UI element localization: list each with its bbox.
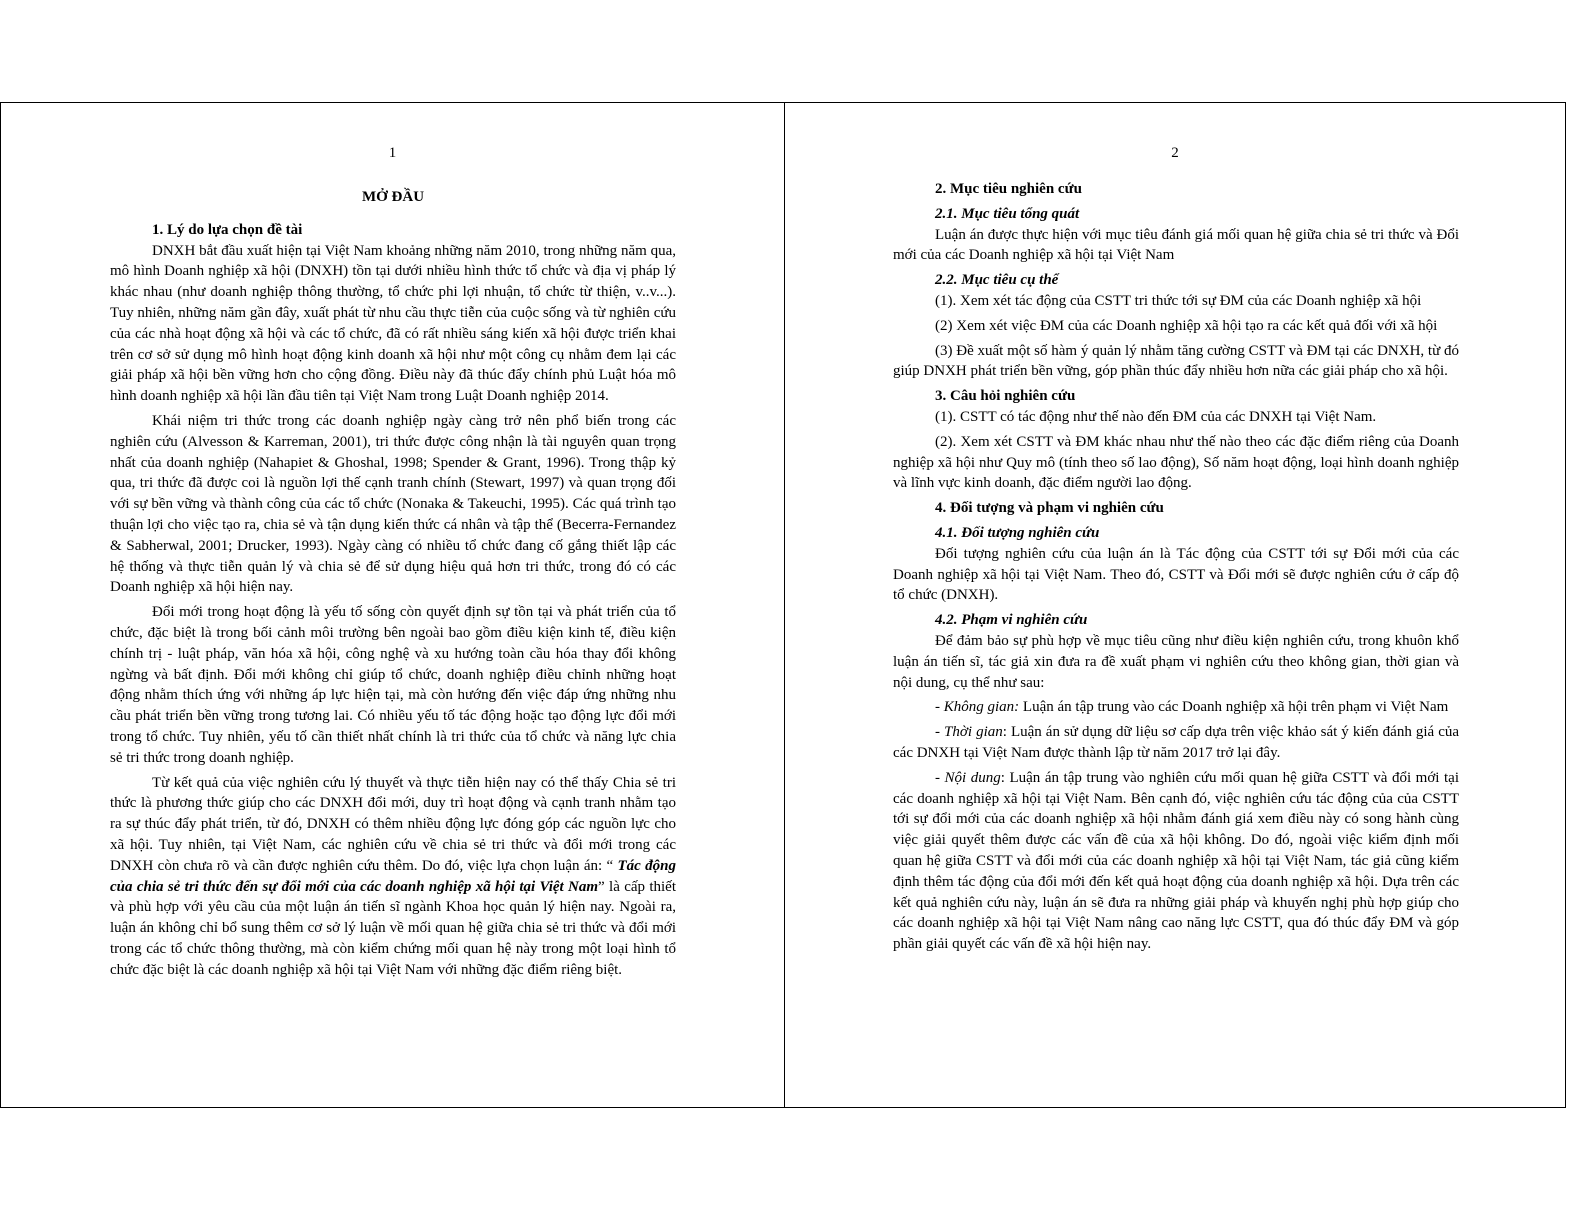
paragraph-4-start: Từ kết quả của việc nghiên cứu lý thuyết và thực tiễn hiện nay có thể thấy Chia sẻ tri thức là phương thức giúp cho các DNXH đổi mới, duy trì hoạt động và cạnh tranh nhằm tạo ra sự thúc đẩy phát triển, từ đó, DNXH có thêm nhiều động lực đóng góp các nguồn lực cho xã hội. Tuy nhiên, tại Việt Nam, các nghiên cứu về chia sẻ tri thức và đổi mới trong các DNXH còn chưa rõ và cần được nghiên cứu thêm. Do đó, việc lựa chọn luận án: “ <box>110 774 676 874</box>
page-number: 2 <box>1171 145 1179 161</box>
scope-time-label: Thời gian <box>944 724 1003 741</box>
scope-space-label: Không gian: <box>943 699 1020 716</box>
subsection-heading-4-1: 4.1. Đối tượng nghiên cứu <box>935 524 1100 541</box>
objective-item-2: (2) Xem xét việc ĐM của các Doanh nghiệp xã hội tạo ra các kết quả đối với xã hội <box>935 317 1438 334</box>
page-2 <box>785 103 1565 1107</box>
paragraph-4-1: Đối tượng nghiên cứu của luận án là Tác động của CSTT tới sự Đổi mới của các Doanh nghiệp xã hội tại Việt Nam. Theo đó, CSTT và Đổi mới sẽ được nghiên cứu ở cấp độ tổ chức (DNXH). <box>893 545 1459 604</box>
paragraph-1: DNXH bắt đầu xuất hiện tại Việt Nam khoảng những năm 2010, trong những năm qua, mô hình Doanh nghiệp xã hội (DNXH) tồn tại dưới nhiều hình thức tổ chức và địa vị pháp lý khác nhau (như doanh nghiệp thông thường, tổ chức phi lợi nhuận, tổ chức từ thiện, v..v...). Tuy nhiên, những năm gần đây, xuất phát từ nhu cầu thực tiễn của cuộc sống và từ nghiên cứu của các nhà hoạt động xã hội và các tổ chức, đã có rất nhiều sáng kiến xã hội được triển khai trên cơ sở sử dụng mô hình hoạt động kinh doanh xã hội như một công cụ nhằm đem lại các giải pháp xã hội bền vững hơn cho cộng đồng. Điều này đã thúc đẩy chính phủ Luật hóa mô hình doanh nghiệp xã hội lần đầu tiên tại Việt Nam trong Luật Doanh nghiệp 2014. <box>110 242 676 405</box>
dash: - <box>935 724 945 741</box>
section-heading-2: 2. Mục tiêu nghiên cứu <box>935 181 1082 197</box>
document-spread <box>0 102 1566 1108</box>
objective-item-1: (1). Xem xét tác động của CSTT tri thức tới sự ĐM của các Doanh nghiệp xã hội <box>935 292 1422 309</box>
scope-time <box>893 722 1459 764</box>
dash: - <box>935 769 945 786</box>
section-heading-1: 1. Lý do lựa chọn đề tài <box>152 221 303 238</box>
section-heading-3: 3. Câu hỏi nghiên cứu <box>935 388 1076 405</box>
paragraph-2: Khái niệm tri thức trong các doanh nghiệp ngày càng trở nên phổ biến trong các nghiên cứu (Alvesson & Karreman, 2001), tri thức được công nhận là tài nguyên quan trọng nhất của doanh nghiệp (Nahapiet & Ghoshal, 1998; Spender & Grant, 1996). Trong thập kỷ qua, tri thức đã được coi là nguồn lợi thế cạnh tranh chính (Stewart, 1997) và quan trọng đối với sự bền vững và thành công của các tổ chức (Nonaka & Takeuchi, 1995). Các quá trình tạo thuận lợi cho việc tạo ra, chia sẻ và tận dụng kiến thức cá nhân và tập thể (Becerra-Fernandez & Sabherwal, 2001; Drucker, 1993). Ngày càng có nhiều tổ chức đang cố gắng thiết lập các hệ thống và thực tiễn quản lý và chia sẻ để sử dụng hiệu quả hơn tri thức, trong đó có các Doanh nghiệp xã hội hiện nay. <box>110 412 676 596</box>
scope-time-text: : Luận án sử dụng dữ liệu sơ cấp dựa trên việc khảo sát ý kiến đánh giá của các DNXH tại Việt Nam được thành lập từ năm 2017 trở lại đây. <box>893 724 1460 761</box>
scope-content-label: Nội dung <box>944 769 1001 786</box>
page-number: 1 <box>388 145 397 161</box>
question-1: (1). CSTT có tác động như thế nào đến ĐM của các DNXH tại Việt Nam. <box>935 408 1377 425</box>
page-1 <box>1 103 785 1107</box>
paragraph-4 <box>110 773 676 981</box>
subsection-heading-2-2: 2.2. Mục tiêu cụ thể <box>935 272 1059 289</box>
paragraph-4-end: ” là cấp thiết và phù hợp với yêu cầu của một luận án tiến sĩ ngành Khoa học quản lý hiện nay. Ngoài ra, luận án không chỉ bổ sung thêm cơ sở lý luận về mối quan hệ giữa chia sẻ tri thức và đổi mới trong các tổ chức thông thường, mà còn kiểm chứng mối quan hệ này trong một loại hình tổ chức đặc biệt là các doanh nghiệp xã hội tại Việt Nam với những đặc điểm riêng biệt. <box>110 878 677 978</box>
section-heading-4: 4. Đối tượng và phạm vi nghiên cứu <box>935 500 1164 517</box>
scope-content <box>893 768 1459 955</box>
scope-content-text: : Luận án tập trung vào nghiên cứu mối quan hệ giữa CSTT và đổi mới tại các doanh nghiệp xã hội tại Việt Nam. Bên cạnh đó, việc nghiên cứu tác động của của CSTT tới sự đổi mới của các doanh nghiệp xã hội nhằm đánh giá xem điều này có song hành cùng việc giải quyết thêm được các vấn đề của xã hội không. Do đó, ngoài việc kiểm định mối quan hệ giữa CSTT và đổi mới của các doanh nghiệp xã hội tại Việt Nam, tác giả cũng kiểm định thêm tác động của đổi mới đến kết quả hoạt động của doanh nghiệp xã hội. Dựa trên các kết quả nghiên cứu này, luận án sẽ đưa ra những giải pháp và khuyến nghị phù hợp giúp cho các doanh nghiệp xã hội tại Việt Nam nâng cao năng lực CSTT, qua đó thúc đẩy ĐM và góp phần giải quyết các vấn đề xã hội hiện nay. <box>893 769 1459 953</box>
page-1-content <box>110 187 676 984</box>
scope-space <box>893 697 1459 718</box>
paragraph-4-2: Để đảm bảo sự phù hợp về mục tiêu cũng như điều kiện nghiên cứu, trong khuôn khổ luận án tiến sĩ, tác giả xin đưa ra đề xuất phạm vi nghiên cứu theo không gian, thời gian và nội dung, cụ thể như sau: <box>893 632 1459 691</box>
paragraph-2-1: Luận án được thực hiện với mục tiêu đánh giá mối quan hệ giữa chia sẻ tri thức và Đổi mới của các Doanh nghiệp xã hội tại Việt Nam <box>893 226 1459 264</box>
subsection-heading-4-2: 4.2. Phạm vi nghiên cứu <box>935 612 1088 629</box>
page-title: MỞ ĐẦU <box>361 189 425 205</box>
scope-space-text: Luận án tập trung vào các Doanh nghiệp xã hội trên phạm vi Việt Nam <box>1019 699 1449 716</box>
question-2: (2). Xem xét CSTT và ĐM khác nhau như thế nào theo các đặc điểm riêng của Doanh nghiệp xã hội như Quy mô (tính theo số lao động), Số năm hoạt động, loại hình doanh nghiệp và lĩnh vực kinh doanh, đặc điểm người lao động. <box>893 433 1459 492</box>
subsection-heading-2-1: 2.1. Mục tiêu tổng quát <box>935 205 1080 222</box>
paragraph-3: Đổi mới trong hoạt động là yếu tố sống còn quyết định sự tồn tại và phát triển của tổ chức, đặc biệt là trong bối cảnh môi trường bên ngoài bao gồm điều kiện kinh tế, điều kiện chính trị - luật pháp, văn hóa xã hội, công nghệ và xu hướng toàn cầu hóa thay đổi không ngừng và bất định. Đổi mới không chỉ giúp tổ chức, doanh nghiệp điều chỉnh những hoạt động nhằm thích ứng với những áp lực hiện tại, mà còn hướng đến việc đáp ứng những nhu cầu phát triển bền vững trong tương lai. Có nhiều yếu tố tác động hoặc tạo động lực đổi mới trong tổ chức. Tuy nhiên, yếu tố cần thiết nhất chính là tri thức của tổ chức và năng lực chia sẻ tri thức trong doanh nghiệp. <box>110 604 676 766</box>
objective-item-3: (3) Đề xuất một số hàm ý quản lý nhằm tăng cường CSTT và ĐM tại các DNXH, từ đó giúp DNXH phát triển bền vững, góp phần thúc đẩy nhiều hơn nữa các giải pháp cho xã hội. <box>893 342 1459 380</box>
page-2-content <box>893 179 1459 959</box>
dash: - <box>935 699 944 716</box>
thesis-title: Tác động của chia sẻ tri thức đến sự đổi mới của các doanh nghiệp xã hội tại Việt Nam <box>110 857 676 895</box>
